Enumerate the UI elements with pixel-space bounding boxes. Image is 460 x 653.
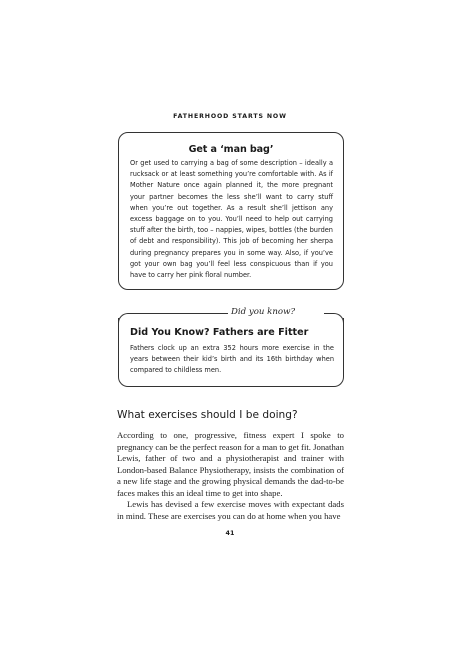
man-bag-body: Or get used to carrying a bag of some description – ideally a rucksack or at least something you’re comfortable with. As if Mother Nature once again planned it, the more pregnant your partner becomes the less she’ll want to carry stuff when you’re out together. As a result she’ll jettison any excess baggage on to you. You’ll need to help out carrying stuff after the birth, too – nappies, wipes, bottles (the burden of debt and responsibility). This job of becoming her sherpa during pregnancy prepares you in some way. Also, if you’ve got your own bag you’ll feel less conspicuous than if you have to carry her pink floral number. — [130, 159, 333, 280]
page-number: 41 — [225, 529, 235, 537]
man-bag-title: Get a ‘man bag’ — [188, 144, 274, 155]
did-you-know-body: Fathers clock up an extra 352 hours more exercise in the years between their kid’s birth and its 16th birthday when compared to childless men. — [130, 344, 334, 375]
man-bag-box — [118, 132, 344, 290]
paragraph: Lewis has devised a few exercise moves with expectant dads in mind. These are exercises you can do at home when you have — [117, 499, 344, 521]
body-text — [117, 430, 344, 522]
section-heading: What exercises should I be doing? — [117, 409, 298, 421]
running-head: FATHERHOOD STARTS NOW — [173, 113, 287, 120]
did-you-know-tag: Did you know? — [231, 307, 296, 317]
did-you-know-title: Did You Know? Fathers are Fitter — [130, 327, 309, 338]
paragraph: According to one, progressive, fitness expert I spoke to pregnancy can be the perfect reason for a man to get fit. Jonathan Lewis, father of two and a physiotherapist and trainer with London-based Balance Physiotherapy, insists the combination of a new life stage and the growing physical demands the dad-to-be faces makes this an ideal time to get into shape. — [117, 430, 344, 498]
